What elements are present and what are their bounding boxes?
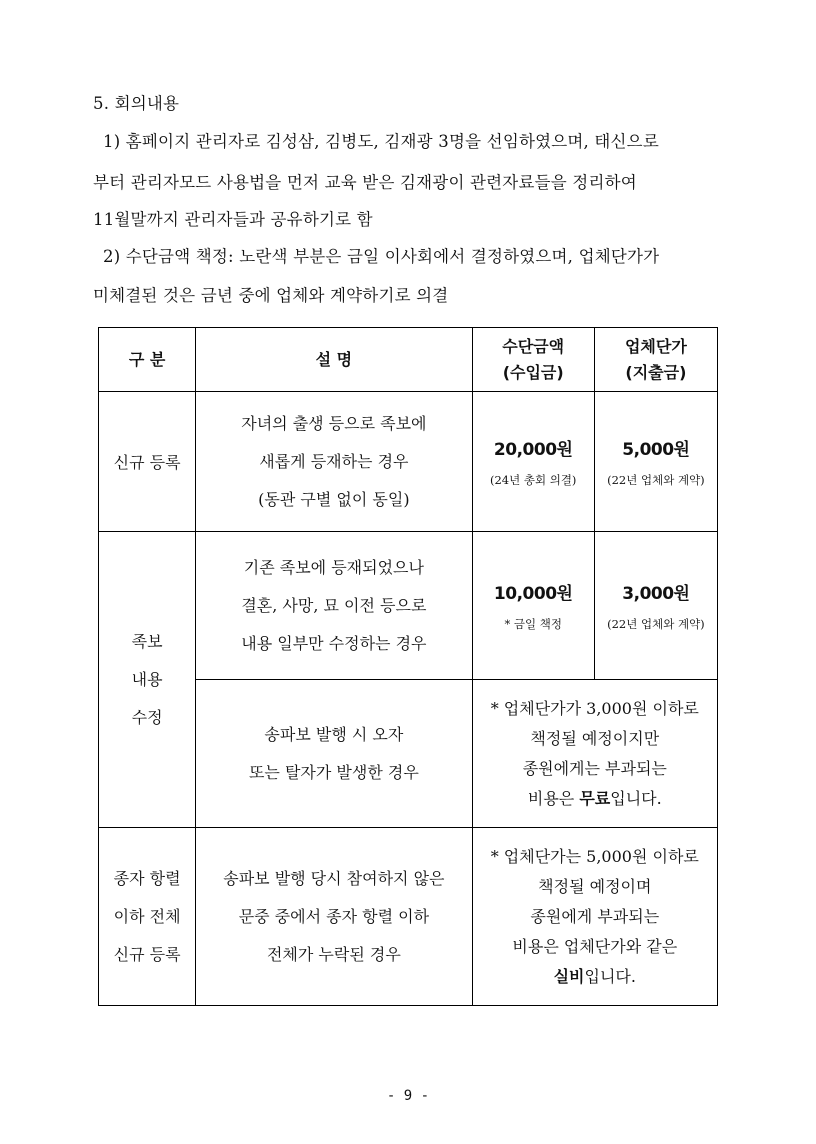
- row-lineage-note-line: 종원에게 부과되는: [530, 906, 660, 926]
- row-new-amount: 20,000원: [493, 440, 573, 460]
- row-lineage-desc-line: 문중 중에서 종자 항렬 이하: [238, 906, 430, 926]
- row-edit-sub1-amount: 10,000원: [493, 584, 573, 604]
- row-edit-sub1-amount-note: * 금일 책정: [504, 617, 562, 631]
- header-description: 설 명: [196, 328, 472, 392]
- row-lineage-label-line: 이하 전체: [113, 906, 181, 926]
- header-vendor-line1: 업체단가: [624, 336, 687, 356]
- row-edit-sub1-desc-line: 기존 족보에 등재되었으나: [243, 557, 424, 577]
- row-lineage-note: [472, 828, 717, 1006]
- header-amount-line1: 수단금액: [502, 336, 565, 356]
- row-lineage-label-line: 신규 등록: [113, 944, 181, 964]
- header-amount-line2: (수입금): [502, 362, 564, 382]
- table-row-edit-a: [99, 532, 718, 680]
- actual-cost-emphasis: 실비: [553, 966, 585, 986]
- row-new-vendor-note: (22년 업체와 계약): [607, 473, 705, 487]
- header-category: 구 분: [99, 328, 196, 392]
- row-edit-sub1-vendor-note: (22년 업체와 계약): [607, 617, 705, 631]
- row-lineage-note-line: * 업체단가는 5,000원 이하로: [490, 846, 699, 866]
- row-edit-sub1-desc-line: 내용 일부만 수정하는 경우: [241, 633, 427, 653]
- row-edit-sub2-desc-line: 또는 탈자가 발생한 경우: [248, 762, 419, 782]
- row-edit-sub1-vendor-cell: [594, 532, 717, 680]
- row-edit-sub2-note-line: [473, 784, 717, 814]
- row-lineage-note-line: 책정될 예정이며: [538, 876, 652, 896]
- row-edit-sub2-note: [472, 680, 717, 828]
- row-new-vendor: 5,000원: [622, 440, 690, 460]
- row-lineage-note-line: [473, 962, 717, 992]
- table-row-new: [99, 392, 718, 532]
- item2-line1: 2) 수단금액 책정: 노란색 부분은 금일 이사회에서 결정하였으며, 업체단가가: [103, 247, 660, 266]
- section-title: 5. 회의내용: [93, 94, 180, 113]
- table-header-row: [99, 328, 718, 392]
- row-edit-sub1-desc-line: 결혼, 사망, 묘 이전 등으로: [241, 595, 427, 615]
- row-edit-label: [99, 532, 196, 828]
- item2-line2: 미체결된 것은 금년 중에 업체와 계약하기로 의결: [93, 286, 449, 305]
- item1-line3: 11월말까지 관리자들과 공유하기로 함: [93, 210, 373, 229]
- row-edit-sub2-desc-line: 송파보 발행 시 오자: [264, 724, 404, 744]
- row-edit-label-line: 족보: [131, 631, 163, 651]
- row-lineage-desc-line: 전체가 누락된 경우: [266, 944, 401, 964]
- row-edit-sub1-amount-cell: [472, 532, 594, 680]
- row-edit-sub2-desc: [196, 680, 472, 828]
- row-edit-sub2-note-line: 종원에게는 부과되는: [522, 758, 667, 778]
- row-new-vendor-cell: [594, 392, 717, 532]
- header-vendor: [594, 328, 717, 392]
- row-new-desc-line: (동관 구별 없이 동일): [258, 489, 410, 509]
- row-new-desc: [196, 392, 472, 532]
- free-emphasis: 무료: [579, 788, 611, 808]
- item1-line2: 부터 관리자모드 사용법을 먼저 교육 받은 김재광이 관련자료들을 정리하여: [93, 173, 637, 192]
- row-lineage-note-line: 비용은 업체단가와 같은: [512, 936, 678, 956]
- page-number: - 9 -: [386, 1088, 430, 1104]
- row-new-desc-line: 자녀의 출생 등으로 족보에: [241, 413, 427, 433]
- row-edit-label-line: 내용: [131, 669, 163, 689]
- row-new-desc-line: 새롭게 등재하는 경우: [259, 451, 409, 471]
- row-new-label: 신규 등록: [99, 392, 196, 532]
- row-new-amount-cell: [472, 392, 594, 532]
- header-vendor-line2: (지출금): [625, 362, 687, 382]
- table-row-lineage: [99, 828, 718, 1006]
- row-lineage-label-line: 종자 항렬: [113, 868, 181, 888]
- header-amount: [472, 328, 594, 392]
- item1-line1: 1) 홈페이지 관리자로 김성삼, 김병도, 김재광 3명을 선임하였으며, 태신으로: [103, 132, 659, 151]
- row-lineage-desc-line: 송파보 발행 당시 참여하지 않은: [223, 868, 445, 888]
- row-edit-sub2-note-line: * 업체단가가 3,000원 이하로: [490, 698, 699, 718]
- fee-table: [98, 327, 718, 1006]
- row-lineage-label: [99, 828, 196, 1006]
- row-edit-sub2-note-l4c: 입니다.: [610, 788, 662, 808]
- row-edit-sub1-desc: [196, 532, 472, 680]
- row-edit-label-line: 수정: [131, 707, 163, 727]
- row-edit-sub2-note-l4a: 비용은: [527, 788, 580, 808]
- row-lineage-note-l5b: 입니다.: [584, 966, 636, 986]
- row-edit-sub2-note-line: 책정될 예정이지만: [530, 728, 660, 748]
- row-lineage-desc: [196, 828, 472, 1006]
- row-new-amount-note: (24년 총회 의결): [489, 473, 577, 487]
- row-edit-sub1-vendor: 3,000원: [622, 584, 690, 604]
